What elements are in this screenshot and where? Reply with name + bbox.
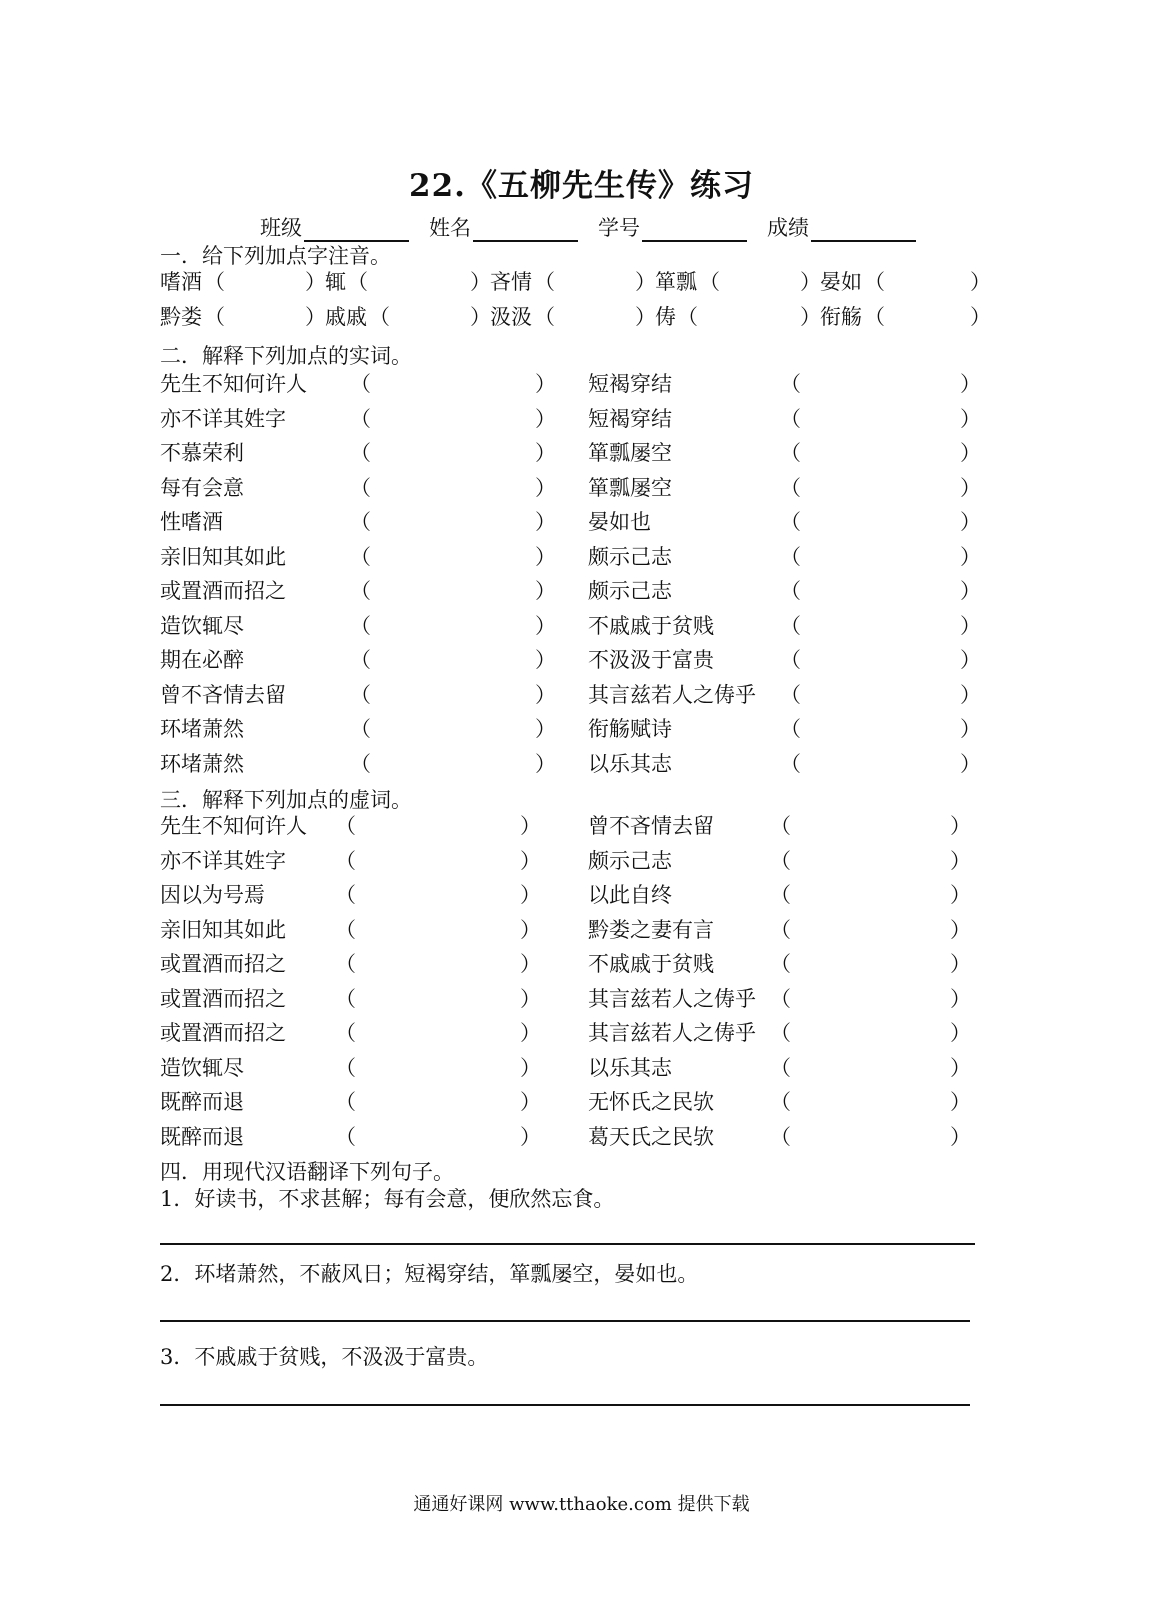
paren-open: （ bbox=[335, 848, 356, 873]
paren-open: （ bbox=[780, 406, 801, 431]
paren-close: ） bbox=[800, 270, 821, 294]
vocab-row bbox=[160, 644, 980, 678]
paren-close: ） bbox=[960, 475, 981, 500]
paren-open: （ bbox=[770, 1021, 791, 1045]
paren-open: （ bbox=[335, 917, 356, 942]
paren-close: ） bbox=[520, 952, 541, 976]
function-word-row bbox=[160, 948, 980, 982]
vocab-term: 以乐其志 bbox=[588, 751, 672, 776]
function-term: 或置酒而招之 bbox=[160, 952, 286, 976]
paren-open: （ bbox=[350, 406, 371, 431]
paren-close: ） bbox=[535, 613, 556, 638]
paren-close: ） bbox=[950, 883, 971, 907]
function-term: 以此自终 bbox=[588, 883, 672, 907]
name-field[interactable]: 姓名 bbox=[429, 212, 578, 242]
paren-open: （ bbox=[864, 270, 885, 294]
paren-open: （ bbox=[534, 305, 555, 329]
paren-open: （ bbox=[770, 917, 791, 942]
paren-close: ） bbox=[535, 682, 556, 707]
section-heading: 一．给下列加点字注音。 bbox=[160, 244, 391, 268]
vocab-row bbox=[160, 610, 980, 644]
function-term: 或置酒而招之 bbox=[160, 986, 286, 1011]
function-term: 黔娄之妻有言 bbox=[588, 917, 714, 942]
paren-open: （ bbox=[780, 475, 801, 500]
paren-open: （ bbox=[780, 372, 801, 396]
function-term: 先生不知何许人 bbox=[160, 814, 307, 838]
paren-open: （ bbox=[350, 441, 371, 465]
paren-close: ） bbox=[960, 510, 981, 534]
paren-open: （ bbox=[770, 1124, 791, 1149]
page-title: 22.《五柳先生传》练习 bbox=[409, 168, 754, 204]
paren-close: ） bbox=[960, 579, 981, 603]
paren-open: （ bbox=[780, 613, 801, 638]
section-heading: 三．解释下列加点的虚词。 bbox=[160, 788, 412, 812]
section-heading: 四．用现代汉语翻译下列句子。 bbox=[160, 1160, 454, 1184]
paren-close: ） bbox=[950, 986, 971, 1011]
paren-open: （ bbox=[347, 270, 368, 294]
paren-close: ） bbox=[535, 648, 556, 672]
pinyin-word: 戚戚 bbox=[325, 305, 367, 329]
paren-open: （ bbox=[534, 270, 555, 294]
paren-open: （ bbox=[350, 717, 371, 741]
paren-open: （ bbox=[699, 270, 720, 294]
paren-open: （ bbox=[335, 1090, 356, 1114]
paren-close: ） bbox=[470, 305, 491, 329]
paren-open: （ bbox=[770, 952, 791, 976]
paren-close: ） bbox=[950, 917, 971, 942]
paren-open: （ bbox=[350, 475, 371, 500]
vocab-term: 每有会意 bbox=[160, 475, 244, 500]
vocab-term: 颇示己志 bbox=[588, 544, 672, 569]
paren-open: （ bbox=[204, 305, 225, 329]
function-word-row bbox=[160, 845, 980, 879]
paren-close: ） bbox=[520, 883, 541, 907]
paren-close: ） bbox=[950, 1021, 971, 1045]
paren-close: ） bbox=[305, 270, 326, 294]
vocab-row bbox=[160, 403, 980, 437]
function-word-row bbox=[160, 1121, 980, 1155]
pinyin-row bbox=[160, 266, 991, 300]
footer: 通通好课网 www.tthaoke.com 提供下载 bbox=[413, 1494, 750, 1515]
function-word-row bbox=[160, 914, 980, 948]
vocab-row bbox=[160, 713, 980, 747]
vocab-term: 曾不吝情去留 bbox=[160, 682, 286, 707]
paren-open: （ bbox=[350, 510, 371, 534]
paren-close: ） bbox=[960, 717, 981, 741]
paren-close: ） bbox=[535, 717, 556, 741]
paren-open: （ bbox=[770, 986, 791, 1011]
function-word-row bbox=[160, 879, 980, 913]
pinyin-word: 嗜酒 bbox=[160, 270, 202, 294]
paren-open: （ bbox=[335, 1124, 356, 1149]
vocab-term: 箪瓢屡空 bbox=[588, 441, 672, 465]
section-heading: 二．解释下列加点的实词。 bbox=[160, 344, 412, 368]
function-term: 其言兹若人之俦乎 bbox=[588, 1021, 756, 1045]
vocab-term: 短褐穿结 bbox=[588, 406, 672, 431]
translation-question: 3．不戚戚于贫贱，不汲汲于富贵。 bbox=[160, 1345, 489, 1369]
paren-close: ） bbox=[305, 305, 326, 329]
paren-open: （ bbox=[677, 305, 698, 329]
paren-close: ） bbox=[960, 613, 981, 638]
function-term: 造饮辄尽 bbox=[160, 1055, 244, 1080]
paren-open: （ bbox=[780, 751, 801, 776]
vocab-row bbox=[160, 437, 980, 471]
vocab-row bbox=[160, 368, 980, 402]
paren-open: （ bbox=[770, 814, 791, 838]
paren-close: ） bbox=[950, 952, 971, 976]
vocab-row bbox=[160, 575, 980, 609]
paren-close: ） bbox=[960, 406, 981, 431]
function-term: 其言兹若人之俦乎 bbox=[588, 986, 756, 1011]
score-field[interactable]: 成绩 bbox=[767, 212, 916, 242]
vocab-term: 亦不详其姓字 bbox=[160, 406, 286, 431]
student-info bbox=[260, 212, 936, 242]
paren-close: ） bbox=[960, 682, 981, 707]
paren-open: （ bbox=[350, 682, 371, 707]
function-term: 既醉而退 bbox=[160, 1090, 244, 1114]
translation-question: 2．环堵萧然，不蔽风日；短褐穿结，箪瓢屡空，晏如也。 bbox=[160, 1262, 699, 1286]
answer-line[interactable] bbox=[160, 1243, 975, 1245]
translation-question: 1．好读书，不求甚解；每有会意，便欣然忘食。 bbox=[160, 1187, 615, 1211]
vocab-row bbox=[160, 472, 980, 506]
paren-open: （ bbox=[350, 751, 371, 776]
paren-close: ） bbox=[470, 270, 491, 294]
function-term: 以乐其志 bbox=[588, 1055, 672, 1080]
paren-open: （ bbox=[350, 544, 371, 569]
pinyin-word: 晏如 bbox=[820, 270, 862, 294]
paren-close: ） bbox=[960, 441, 981, 465]
vocab-term: 先生不知何许人 bbox=[160, 372, 307, 396]
function-term: 因以为号焉 bbox=[160, 883, 265, 907]
paren-close: ） bbox=[950, 848, 971, 873]
function-term: 不戚戚于贫贱 bbox=[588, 952, 714, 976]
paren-open: （ bbox=[780, 441, 801, 465]
vocab-term: 颇示己志 bbox=[588, 579, 672, 603]
paren-close: ） bbox=[535, 372, 556, 396]
answer-line[interactable] bbox=[160, 1404, 970, 1406]
paren-close: ） bbox=[520, 1021, 541, 1045]
pinyin-row bbox=[160, 301, 991, 335]
function-term: 或置酒而招之 bbox=[160, 1021, 286, 1045]
paren-close: ） bbox=[960, 751, 981, 776]
paren-open: （ bbox=[864, 305, 885, 329]
paren-open: （ bbox=[780, 717, 801, 741]
vocab-term: 造饮辄尽 bbox=[160, 613, 244, 638]
paren-close: ） bbox=[950, 1055, 971, 1080]
function-term: 亲旧知其如此 bbox=[160, 917, 286, 942]
vocab-term: 不慕荣利 bbox=[160, 441, 244, 465]
paren-close: ） bbox=[520, 814, 541, 838]
paren-open: （ bbox=[770, 1055, 791, 1080]
paren-close: ） bbox=[520, 986, 541, 1011]
paren-open: （ bbox=[780, 544, 801, 569]
paren-close: ） bbox=[960, 544, 981, 569]
vocab-row bbox=[160, 541, 980, 575]
vocab-term: 不汲汲于富贵 bbox=[588, 648, 714, 672]
paren-open: （ bbox=[335, 986, 356, 1011]
function-word-row bbox=[160, 983, 980, 1017]
paren-close: ） bbox=[800, 305, 821, 329]
paren-close: ） bbox=[535, 544, 556, 569]
paren-close: ） bbox=[535, 406, 556, 431]
paren-open: （ bbox=[335, 1055, 356, 1080]
vocab-term: 不戚戚于贫贱 bbox=[588, 613, 714, 638]
pinyin-word: 辄 bbox=[325, 270, 346, 294]
paren-open: （ bbox=[780, 510, 801, 534]
function-term: 既醉而退 bbox=[160, 1124, 244, 1149]
paren-open: （ bbox=[335, 1021, 356, 1045]
function-word-row bbox=[160, 1086, 980, 1120]
paren-close: ） bbox=[970, 305, 991, 329]
paren-close: ） bbox=[970, 270, 991, 294]
function-term: 曾不吝情去留 bbox=[588, 814, 714, 838]
pinyin-word: 俦 bbox=[655, 305, 676, 329]
paren-open: （ bbox=[335, 883, 356, 907]
pinyin-word: 箪瓢 bbox=[655, 270, 697, 294]
paren-open: （ bbox=[204, 270, 225, 294]
paren-close: ） bbox=[520, 1090, 541, 1114]
paren-close: ） bbox=[960, 372, 981, 396]
paren-open: （ bbox=[780, 648, 801, 672]
paren-open: （ bbox=[350, 648, 371, 672]
paren-open: （ bbox=[770, 848, 791, 873]
paren-open: （ bbox=[335, 814, 356, 838]
vocab-row bbox=[160, 679, 980, 713]
vocab-term: 短褐穿结 bbox=[588, 372, 672, 396]
paren-close: ） bbox=[950, 1124, 971, 1149]
paren-close: ） bbox=[950, 814, 971, 838]
paren-open: （ bbox=[350, 613, 371, 638]
vocab-term: 其言兹若人之俦乎 bbox=[588, 682, 756, 707]
vocab-row bbox=[160, 748, 980, 782]
paren-close: ） bbox=[520, 848, 541, 873]
function-term: 颇示己志 bbox=[588, 848, 672, 873]
vocab-term: 亲旧知其如此 bbox=[160, 544, 286, 569]
paren-close: ） bbox=[520, 917, 541, 942]
paren-close: ） bbox=[535, 579, 556, 603]
paren-close: ） bbox=[520, 1124, 541, 1149]
vocab-term: 晏如也 bbox=[588, 510, 651, 534]
function-term: 亦不详其姓字 bbox=[160, 848, 286, 873]
paren-open: （ bbox=[335, 952, 356, 976]
class-field[interactable]: 班级 bbox=[260, 212, 409, 242]
paren-open: （ bbox=[369, 305, 390, 329]
paren-close: ） bbox=[635, 305, 656, 329]
pinyin-word: 黔娄 bbox=[160, 305, 202, 329]
student-id-field[interactable]: 学号 bbox=[598, 212, 747, 242]
paren-open: （ bbox=[770, 883, 791, 907]
vocab-term: 箪瓢屡空 bbox=[588, 475, 672, 500]
paren-close: ） bbox=[535, 751, 556, 776]
pinyin-word: 衔觞 bbox=[820, 305, 862, 329]
paren-close: ） bbox=[960, 648, 981, 672]
function-word-row bbox=[160, 1017, 980, 1051]
function-word-row bbox=[160, 810, 980, 844]
vocab-term: 期在必醉 bbox=[160, 648, 244, 672]
paren-open: （ bbox=[780, 682, 801, 707]
vocab-term: 性嗜酒 bbox=[160, 510, 223, 534]
answer-line[interactable] bbox=[160, 1320, 970, 1322]
function-term: 葛天氏之民欤 bbox=[588, 1124, 714, 1149]
paren-open: （ bbox=[770, 1090, 791, 1114]
vocab-term: 环堵萧然 bbox=[160, 751, 244, 776]
paren-open: （ bbox=[350, 579, 371, 603]
paren-close: ） bbox=[535, 475, 556, 500]
function-word-row bbox=[160, 1052, 980, 1086]
vocab-row bbox=[160, 506, 980, 540]
pinyin-word: 汲汲 bbox=[490, 305, 532, 329]
paren-close: ） bbox=[535, 510, 556, 534]
pinyin-word: 吝情 bbox=[490, 270, 532, 294]
paren-close: ） bbox=[950, 1090, 971, 1114]
vocab-term: 衔觞赋诗 bbox=[588, 717, 672, 741]
paren-open: （ bbox=[780, 579, 801, 603]
vocab-term: 或置酒而招之 bbox=[160, 579, 286, 603]
paren-open: （ bbox=[350, 372, 371, 396]
paren-close: ） bbox=[535, 441, 556, 465]
function-term: 无怀氏之民欤 bbox=[588, 1090, 714, 1114]
paren-close: ） bbox=[520, 1055, 541, 1080]
paren-close: ） bbox=[635, 270, 656, 294]
vocab-term: 环堵萧然 bbox=[160, 717, 244, 741]
